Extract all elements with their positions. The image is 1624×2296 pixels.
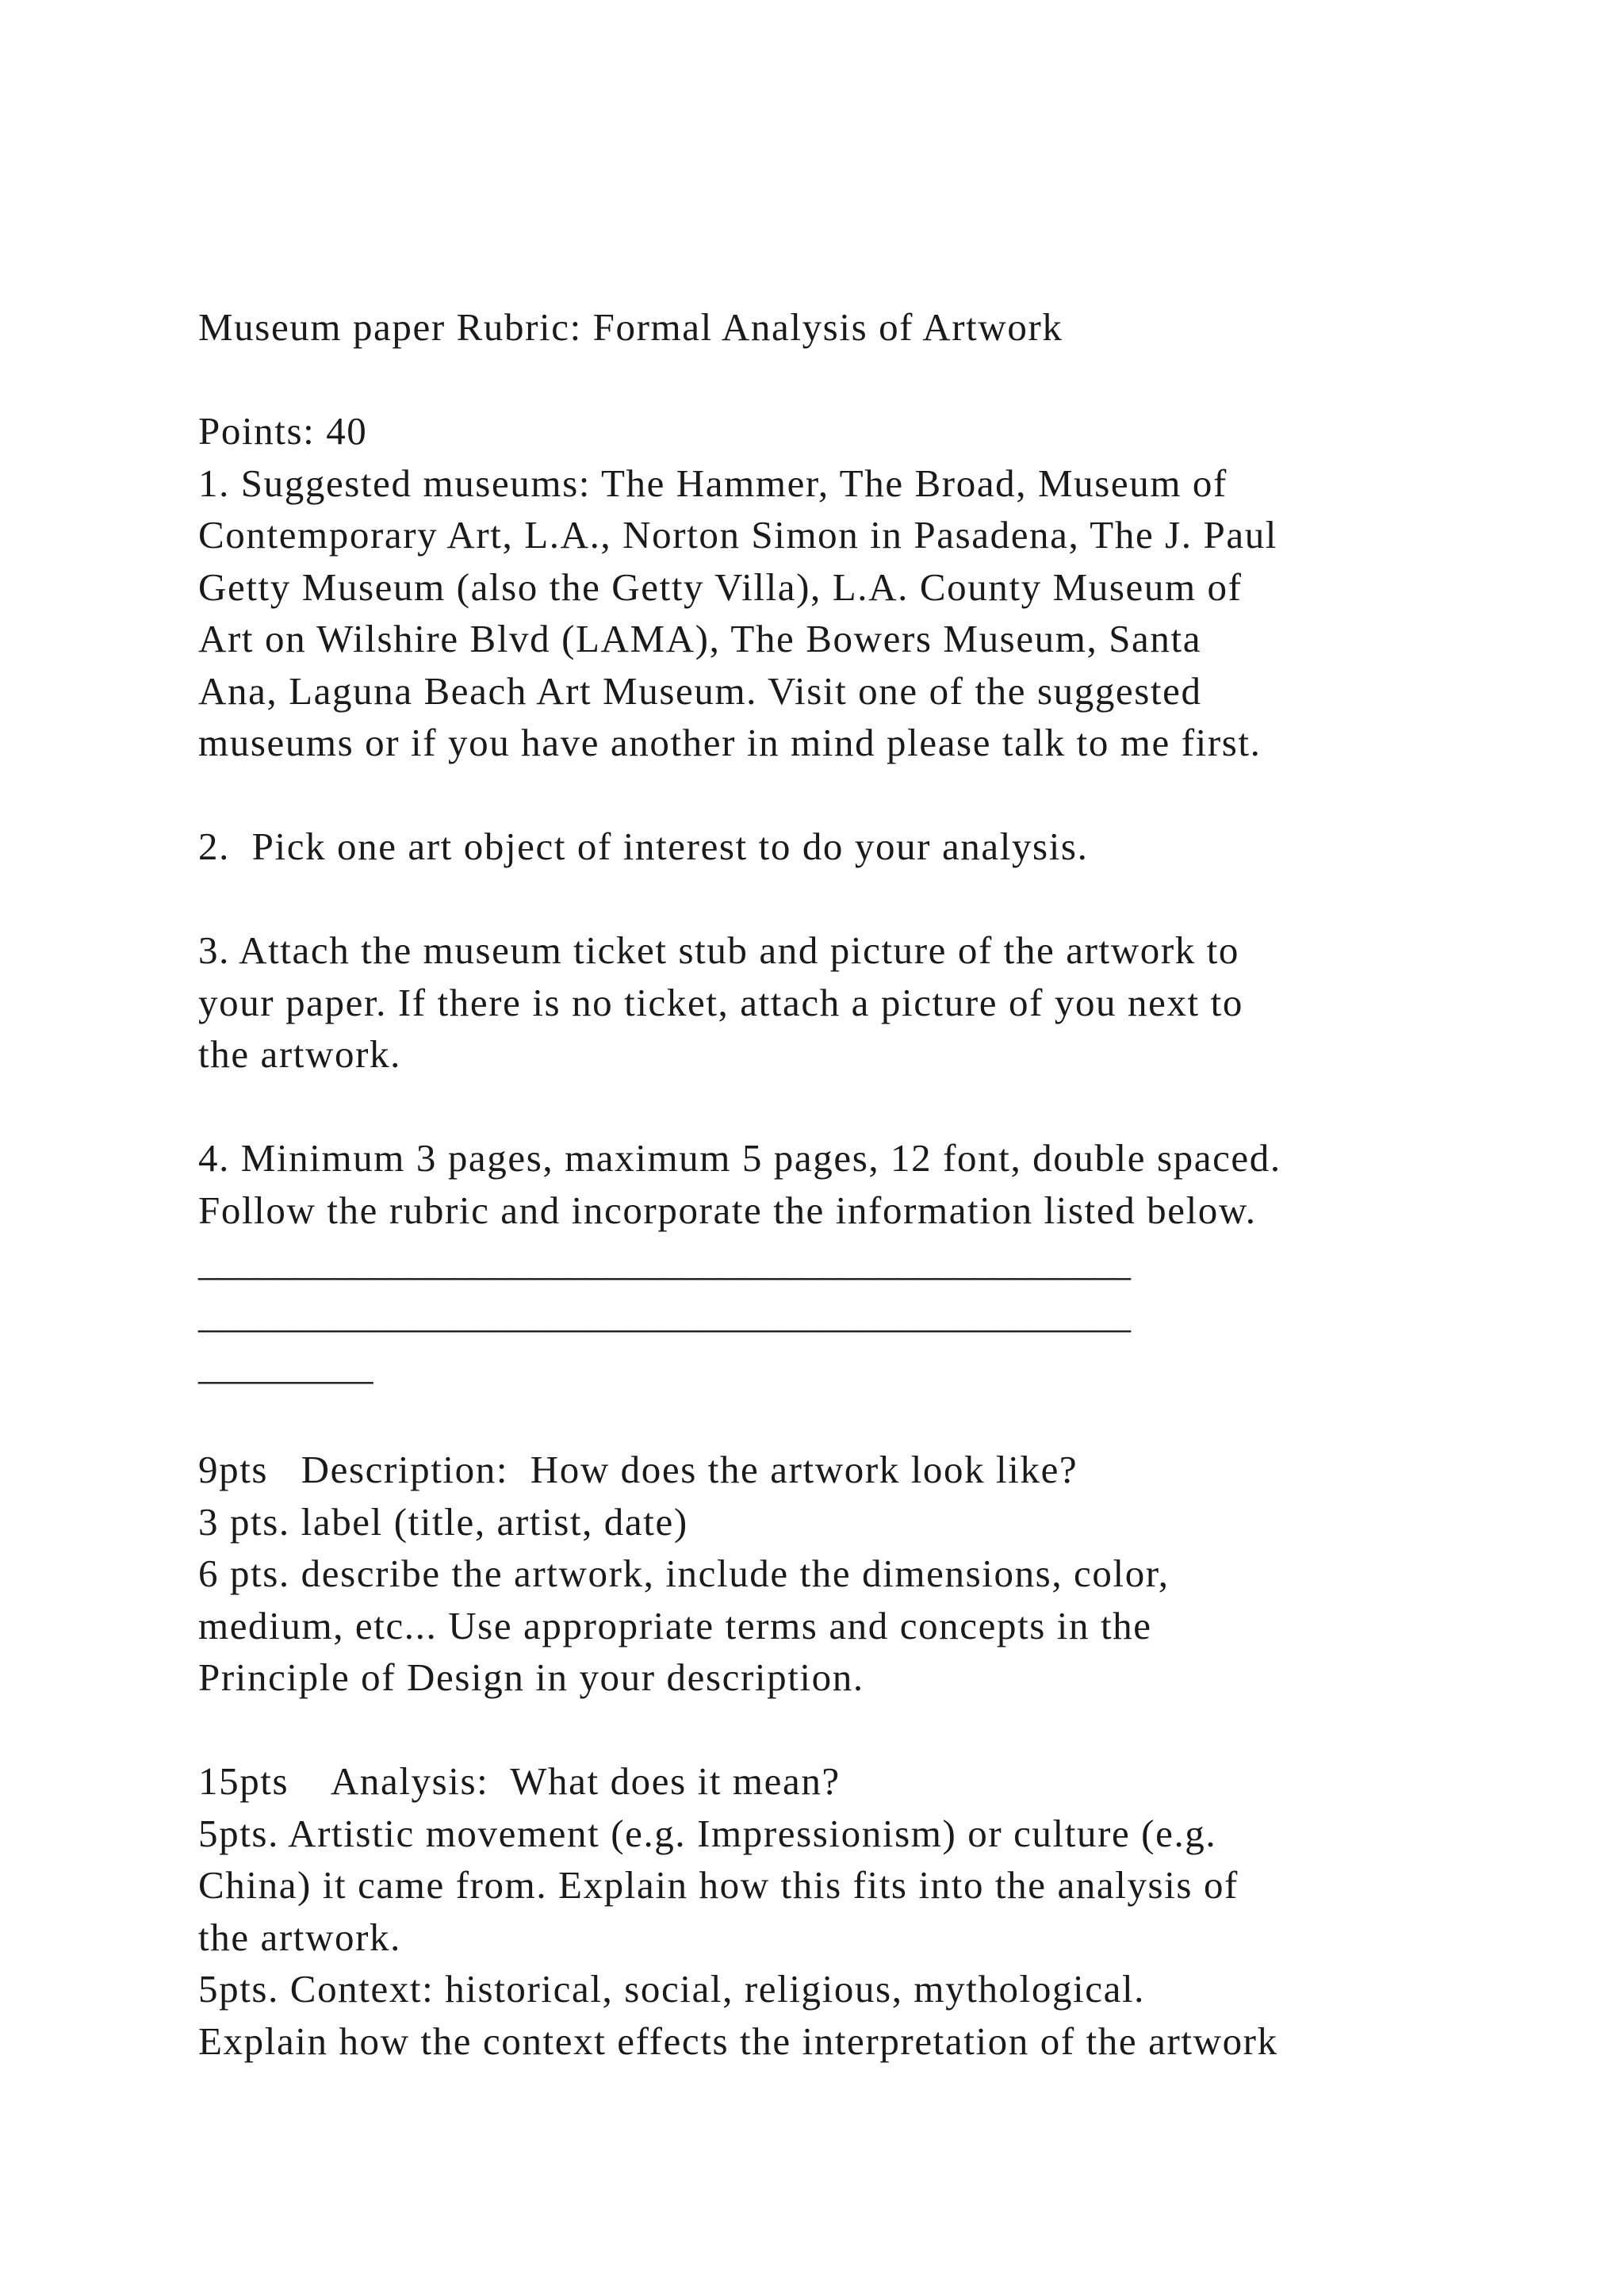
blank-line [198,1392,1435,1445]
analysis-line: 5pts. Context: historical, social, religious, mythological. [198,1967,1146,2011]
description-section [198,1444,1435,1704]
analysis-line: Explain how the context effects the interpretation of the artwork [198,2019,1278,2063]
separator-rule [198,1236,1435,1392]
item-1-line: Contemporary Art, L.A., Norton Simon in Pasadena, The J. Paul [198,513,1278,557]
description-line: 6 pts. describe the artwork, include the dimensions, color, [198,1552,1170,1595]
rule-line: ________________________________________________ [198,1292,1131,1336]
item-1-line: Ana, Laguna Beach Art Museum. Visit one of the suggested [198,668,1202,713]
item-1-line: Getty Museum (also the Getty Villa), L.A. County Museum of [198,564,1243,609]
item-4-paragraph [198,1132,1435,1236]
analysis-line: China) it came from. Explain how this fits into the analysis of [198,1863,1239,1907]
analysis-line: 5pts. Artistic movement (e.g. Impressionism) or culture (e.g. [198,1811,1217,1855]
analysis-section [198,1755,1435,2067]
item-3-line: your paper. If there is no ticket, attach a picture of you next to [198,980,1243,1024]
analysis-heading: 15pts Analysis: What does it mean? [198,1759,841,1803]
item-2-line: 2. Pick one art object of interest to do your analysis. [198,825,1089,868]
item-1-paragraph [198,457,1435,769]
description-heading: 9pts Description: How does the artwork look like? [198,1448,1078,1491]
description-line: 3 pts. label (title, artist, date) [198,1499,688,1544]
description-line: Principle of Design in your description. [198,1655,864,1699]
blank-line [198,769,1435,821]
analysis-line: the artwork. [198,1915,401,1959]
item-4-line: Follow the rubric and incorporate the information listed below. [198,1188,1257,1232]
item-1-line: Art on Wilshire Blvd (LAMA), The Bowers Museum, Santa [198,617,1202,660]
blank-line [198,354,1435,406]
blank-line [198,1081,1435,1133]
points-line: Points: 40 [198,409,368,453]
item-3-line: the artwork. [198,1032,401,1076]
item-3-line: 3. Attach the museum ticket stub and picture of the artwork to [198,928,1240,972]
blank-line [198,1704,1435,1756]
blank-line [198,873,1435,925]
description-line: medium, etc... Use appropriate terms and concepts in the [198,1603,1152,1647]
item-1-line: 1. Suggested museums: The Hammer, The Broad, Museum of [198,461,1228,505]
item-1-line: museums or if you have another in mind please talk to me first. [198,721,1262,764]
rule-line: _________ [198,1344,373,1387]
rule-line: ________________________________________________ [198,1240,1131,1284]
document-title: Museum paper Rubric: Formal Analysis of Artwork [198,305,1063,349]
item-4-line: 4. Minimum 3 pages, maximum 5 pages, 12 font, double spaced. [198,1136,1281,1180]
document-body [198,301,1435,2067]
item-3-paragraph [198,924,1435,1081]
